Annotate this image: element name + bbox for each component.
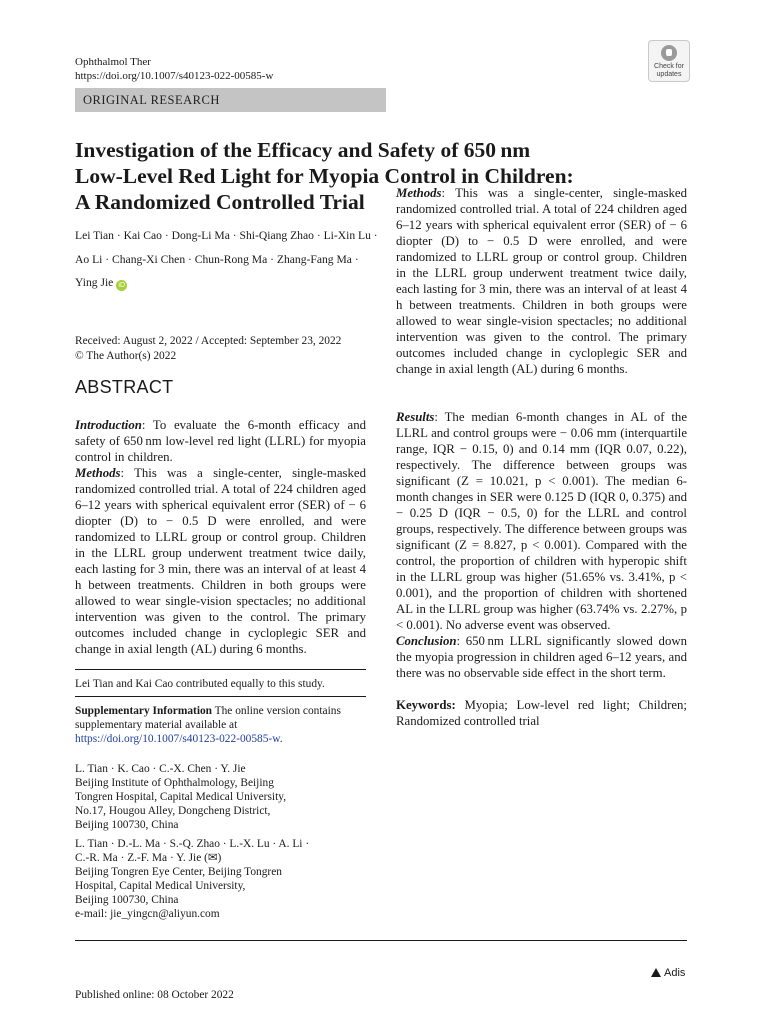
keywords-label: Keywords: [396, 698, 456, 712]
contact-email[interactable]: e-mail: jie_yingcn@aliyun.com [75, 908, 220, 920]
affiliation-2-line: C.-R. Ma · Z.-F. Ma · Y. Jie (✉) [75, 852, 222, 864]
doi-link[interactable]: https://doi.org/10.1007/s40123-022-00585-w [75, 70, 274, 82]
affiliation-1-line: L. Tian · K. Cao · C.-X. Chen · Y. Jie [75, 763, 246, 775]
page-bottom-rule [75, 940, 687, 941]
conclusion-paragraph [396, 633, 687, 681]
affiliation-2 [75, 837, 366, 921]
authors-line-2: Ao Li · Chang-Xi Chen · Chun-Rong Ma · Zhang-Fang Ma · [75, 253, 359, 266]
affiliation-1 [75, 762, 366, 832]
results-paragraph [396, 409, 687, 633]
title-line-3: A Randomized Controlled Trial [75, 190, 365, 214]
introduction-paragraph [75, 417, 366, 465]
affiliation-2-line: Beijing 100730, China [75, 894, 179, 906]
received-accepted: Received: August 2, 2022 / Accepted: September 23, 2022 [75, 335, 342, 347]
methods-paragraph [75, 465, 366, 657]
supplementary-link[interactable]: https://doi.org/10.1007/s40123-022-00585-w [75, 733, 280, 745]
copyright: © The Author(s) 2022 [75, 350, 177, 362]
section-band [75, 88, 386, 112]
abstract-heading: ABSTRACT [75, 377, 174, 397]
supplementary-end: . [279, 733, 283, 745]
conclusion-text: : 650 nm LLRL significantly slowed down the myopia progression in children aged 6–12 years, and there was no observable side effect in the short term. [396, 634, 687, 680]
orcid-icon[interactable]: iD [116, 280, 127, 291]
abstract-left-column [75, 417, 366, 657]
methods-continuation [396, 186, 687, 409]
supplementary-label: Supplementary Information [75, 705, 213, 717]
footnote-divider [75, 669, 366, 670]
results-label: Results [396, 410, 435, 424]
authors-line-1: Lei Tian · Kai Cao · Dong-Li Ma · Shi-Qiang Zhao · Li-Xin Lu · [75, 229, 378, 242]
publisher-name: Adis [664, 967, 686, 979]
affiliation-2-line: Hospital, Capital Medical University, [75, 880, 246, 892]
check-updates-line1: Check for [654, 63, 684, 70]
equal-contribution-note: Lei Tian and Kai Cao contributed equally to this study. [75, 678, 325, 690]
introduction-label: Introduction [75, 418, 142, 432]
section-label: ORIGINAL RESEARCH [83, 93, 220, 107]
published-online: Published online: 08 October 2022 [75, 989, 234, 1001]
article-dates [75, 334, 341, 364]
title-line-1: Investigation of the Efficacy and Safety of 650 nm [75, 138, 531, 162]
author-ying-jie: Ying Jie [75, 276, 114, 289]
results-text: : The median 6-month changes in AL of the LLRL and control groups were − 0.06 mm (interquartile range, IQR − 0.15, 0) and 0.14 mm (IQR 0.07, 0.22), respectively. The difference between groups was significant (Z = 10.021, p < 0.001). The median 6-month changes in SER were 0.125 D (IQR 0, 0.375) and − 0.25 D (IQR − 0.5, 0) for the LLRL and control groups, respectively. The difference between groups was significant (Z = 8.827, p < 0.001). Compared with the control, the proportion of children with hyperopic shift in the LLRL group was higher (51.65% vs. 3.41%, p < 0.001), and the proportion of children with shortened AL in the LLRL group was higher (63.74% vs. 2.27%, p < 0.001). No adverse event was observed. [396, 410, 687, 632]
keywords-paragraph [396, 697, 687, 729]
affiliation-2-line: Beijing Tongren Eye Center, Beijing Tongren [75, 866, 282, 878]
affiliation-1-line: Tongren Hospital, Capital Medical University, [75, 791, 287, 803]
bookmark-icon [661, 45, 677, 61]
check-updates-line2: updates [656, 71, 682, 78]
supplementary-text: The online version contains supplementary material available at [75, 705, 341, 731]
adis-triangle-icon [651, 968, 661, 977]
journal-info [75, 55, 273, 83]
conclusion-label: Conclusion [396, 634, 457, 648]
methods-label-clone: Methods [396, 186, 442, 200]
journal-name: Ophthalmol Ther [75, 56, 151, 68]
footnote-divider-2 [75, 696, 366, 697]
methods-label: Methods [75, 466, 121, 480]
check-for-updates-badge[interactable] [648, 40, 690, 82]
abstract-right-column [396, 186, 687, 729]
introduction-text: : To evaluate the 6-month efficacy and safety of 650 nm low-level red light (LLRL) for myopia control in children. [75, 418, 366, 464]
publisher-logo [651, 967, 685, 979]
title-line-2: Low-Level Red Light for Myopia Control in Children: [75, 164, 574, 188]
affiliation-2-line: L. Tian · D.-L. Ma · S.-Q. Zhao · L.-X. Lu · A. Li · [75, 838, 310, 850]
supplementary-note [75, 704, 366, 746]
methods-text-clone: : This was a single-center, single-masked randomized controlled trial. A total of 224 children aged 6–12 years with spherical equivalent error (SER) of − 6 diopter (D) to − 0.5 D were enrolled, and were randomized to LLRL group or control group. Children in the LLRL group underwent treatment twice daily, each lasting for 3 min, there was an interval of at least 4 h between treatments. Children in both groups were allowed to wear single-vision spectacles; no additional intervention was given to the control. The primary outcomes included change in cycloplegic SER and change in axial length (AL) during 6 months. [396, 186, 687, 376]
affiliation-1-line: Beijing Institute of Ophthalmology, Beijing [75, 777, 274, 789]
affiliation-1-line: No.17, Hougou Alley, Dongcheng District, [75, 805, 271, 817]
keywords-text: Myopia; Low-level red light; Children; Randomized controlled trial [396, 698, 687, 728]
affiliation-1-line: Beijing 100730, China [75, 819, 179, 831]
methods-text: : This was a single-center, single-masked randomized controlled trial. A total of 224 children aged 6–12 years with spherical equivalent error (SER) of − 6 diopter (D) to − 0.5 D were enrolled, and were randomized to LLRL group or control group. Children in the LLRL group underwent treatment twice daily, each lasting for 3 min, there was an interval of at least 4 h between treatments. Children in both groups were allowed to wear single-vision spectacles; no additional intervention was given to the control. The primary outcomes included change in cycloplegic SER and change in axial length (AL) during 6 months. [75, 466, 366, 656]
